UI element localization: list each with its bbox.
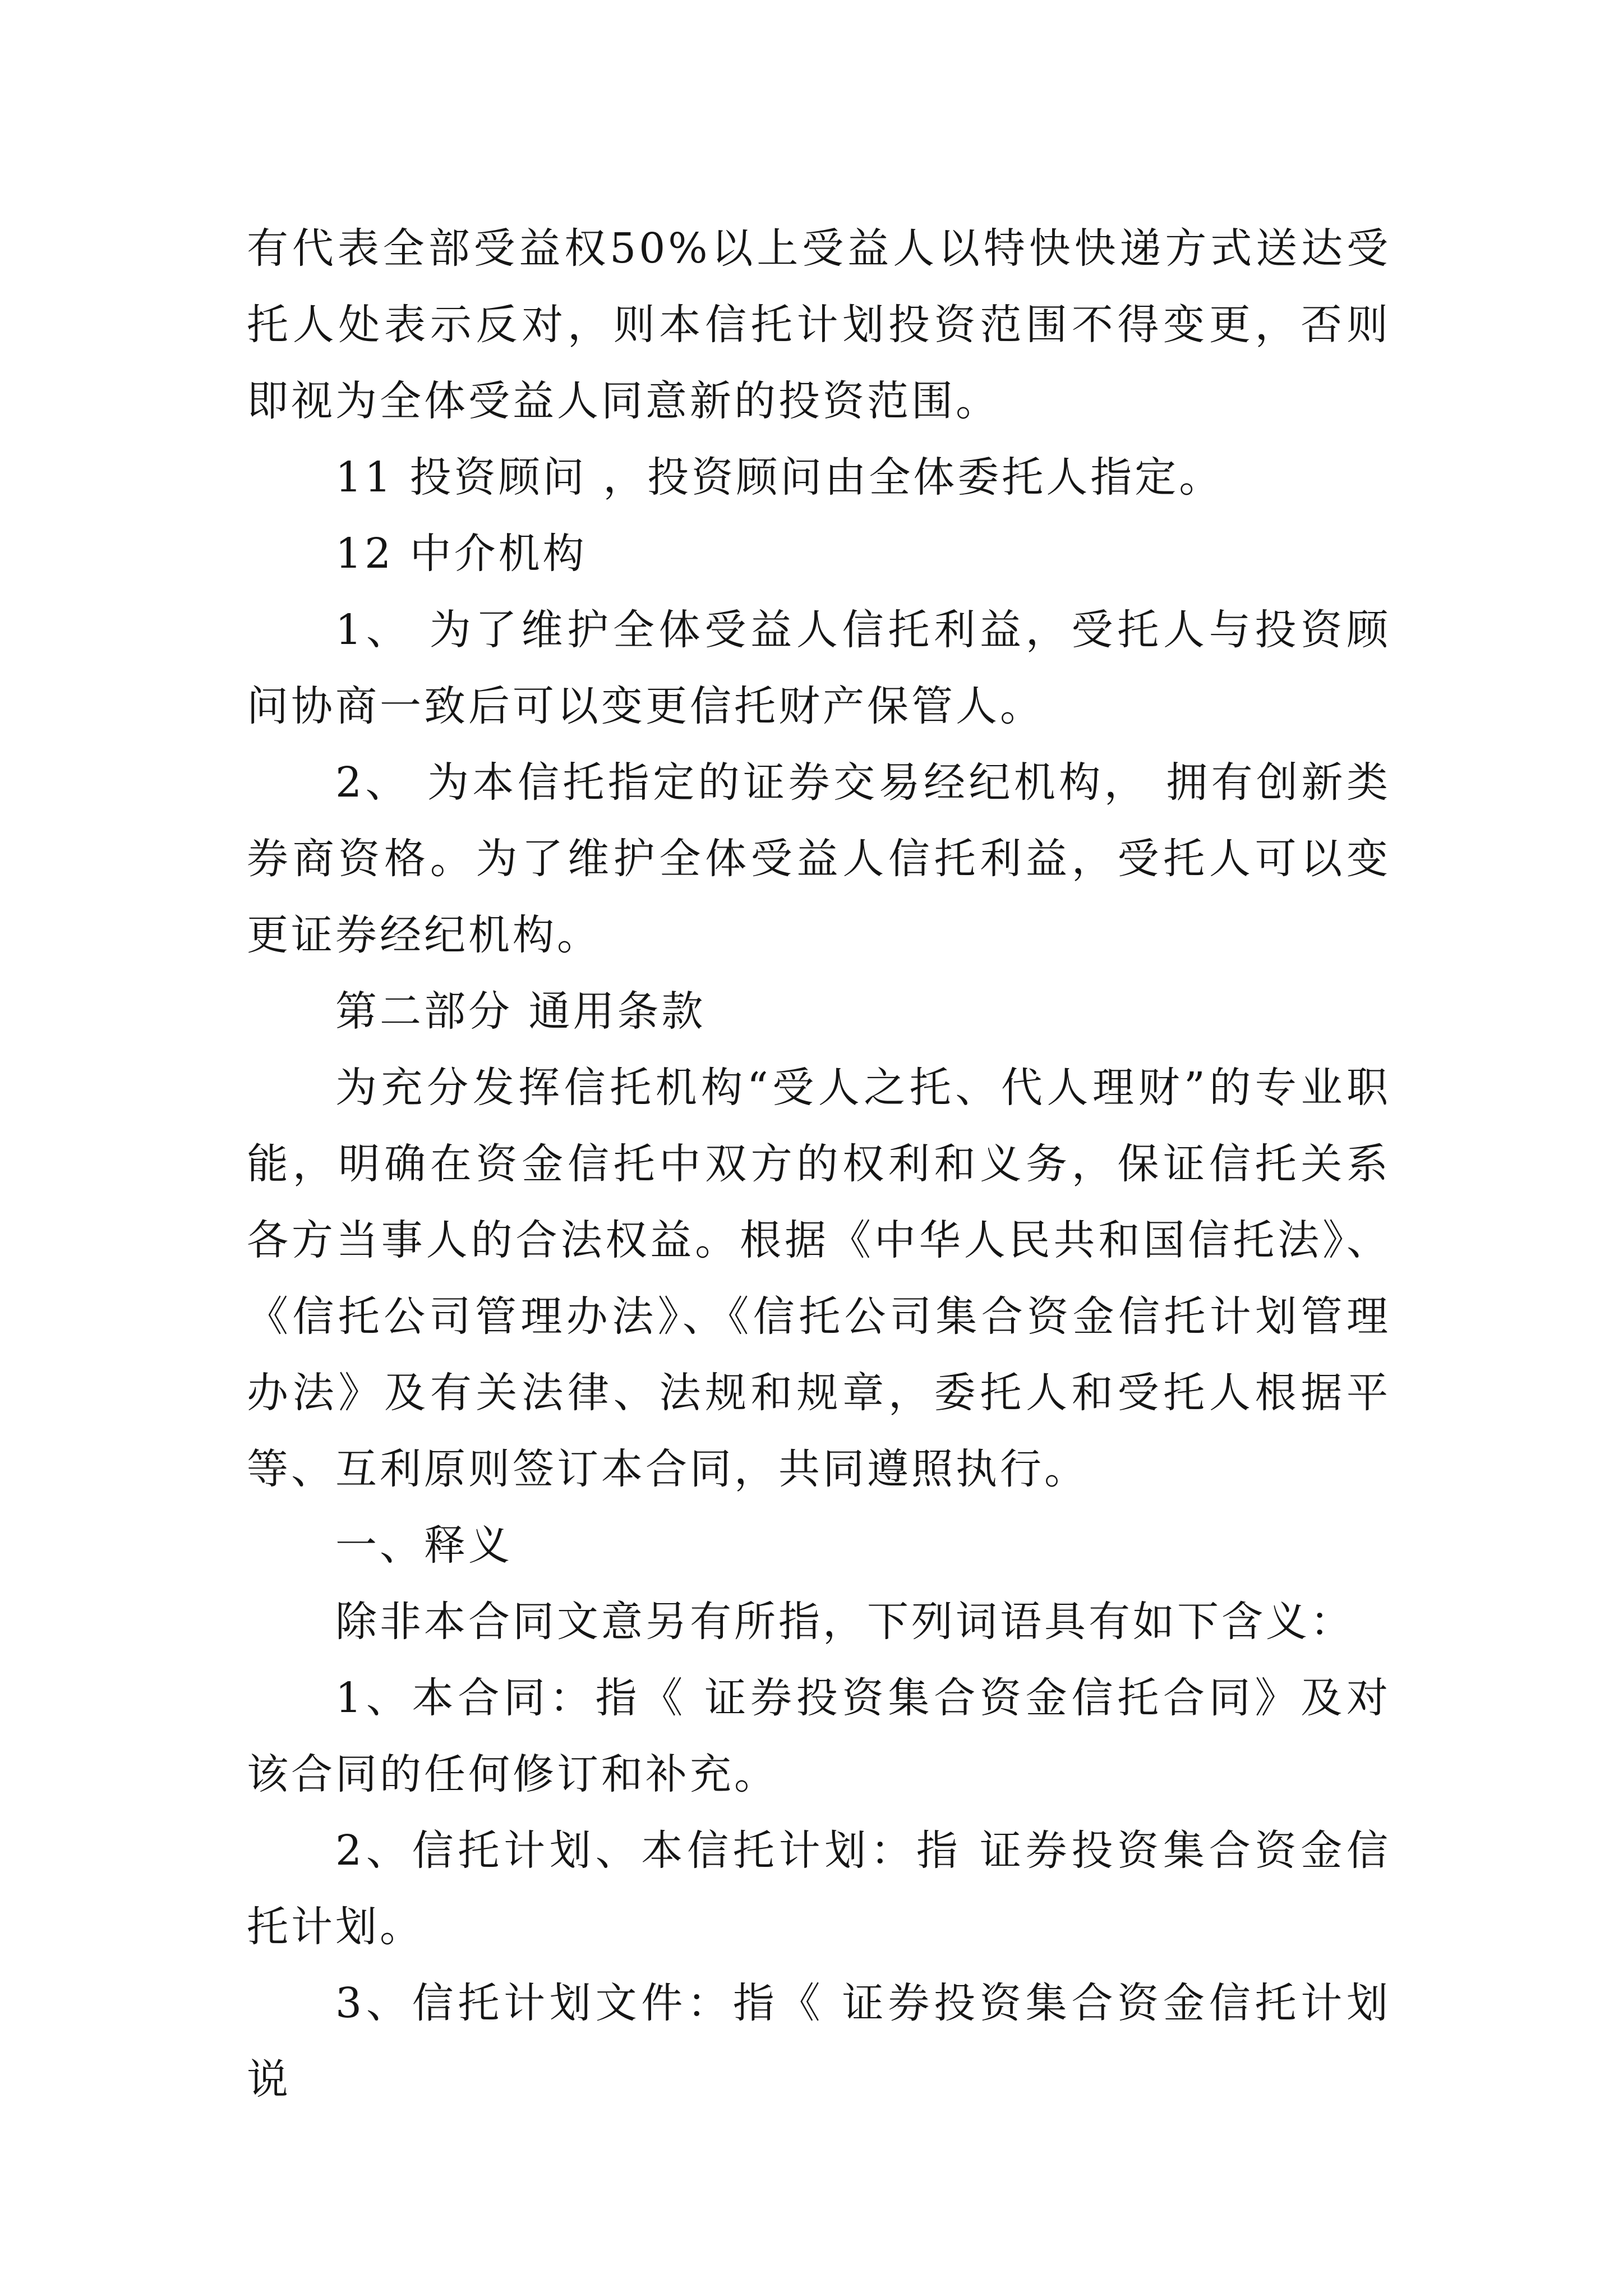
paragraph-4: 1、 为了维护全体受益人信托利益，受托人与投资顾问协商一致后可以变更信托财产保管人。 [247, 606, 1391, 730]
paragraph-10: 1、本合同：指《 证券投资集合资金信托合同》及对该合同的任何修订和补充。 [247, 1674, 1391, 1798]
document-body [247, 210, 1391, 2118]
paragraph-5: 2、 为本信托指定的证券交易经纪机构， 拥有创新类券商资格。为了维护全体受益人信托利益，受托人可以变更证券经纪机构。 [247, 758, 1391, 959]
paragraph-7: 为充分发挥信托机构“受人之托、代人理财”的专业职能，明确在资金信托中双方的权利和义务，保证信托关系各方当事人的合法权益。根据《中华人民共和国信托法》、《信托公司管理办法》、《信托公司集合资金信托计划管理办法》及有关法律、法规和规章，委托人和受托人根据平等、互利原则签订本合同，共同遵照执行。 [247, 1064, 1391, 1493]
subsection-heading: 一、释义 [335, 1521, 513, 1570]
section-heading: 第二部分 通用条款 [335, 987, 706, 1036]
paragraph-9: 除非本合同文意另有所指，下列词语具有如下含义： [335, 1598, 1354, 1646]
paragraph-11: 2、信托计划、本信托计划：指 证券投资集合资金信托计划。 [247, 1826, 1391, 1951]
paragraph-12: 3、信托计划文件：指《 证券投资集合资金信托计划说 [247, 1979, 1391, 2104]
paragraph-1: 有代表全部受益权50%以上受益人以特快快递方式送达受托人处表示反对，则本信托计划投资范围不得变更，否则即视为全体受益人同意新的投资范围。 [247, 224, 1391, 425]
paragraph-3: 12 中介机构 [335, 530, 587, 578]
paragraph-2: 11 投资顾问 ，投资顾问由全体委托人指定。 [335, 453, 1224, 501]
